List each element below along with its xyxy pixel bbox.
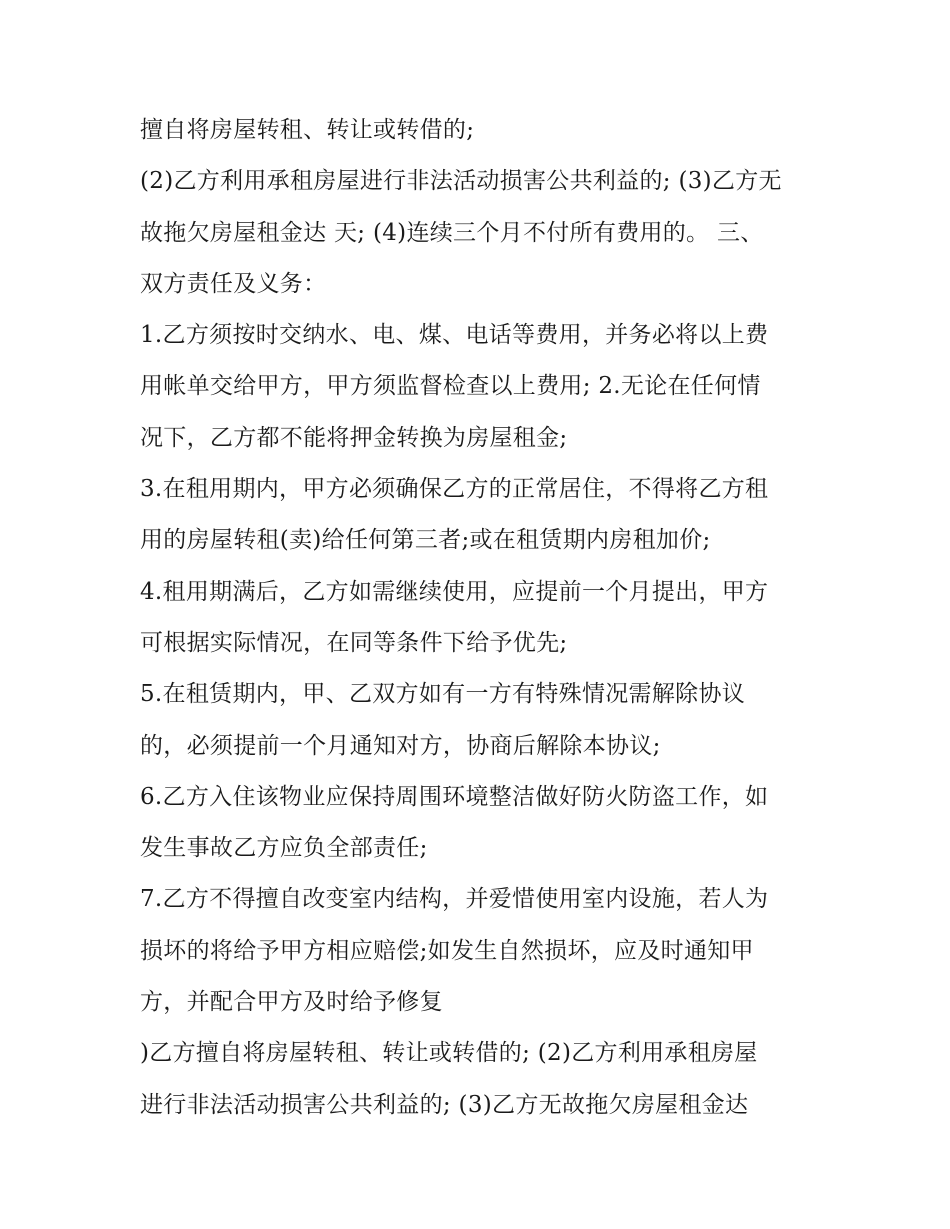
text-line: 4.租用期满后，乙方如需继续使用，应提前一个月提出，甲方	[140, 578, 769, 605]
text-line: 6.乙方入住该物业应保持周围环境整洁做好防火防盗工作，如	[140, 783, 769, 810]
text-line: 方，并配合甲方及时给予修复	[140, 989, 443, 1016]
text-line: 5.在租赁期内，甲、乙双方如有一方有特殊情况需解除协议	[140, 681, 746, 708]
text-line: 进行非法活动损害公共利益的; (3)乙方无故拖欠房屋租金达	[140, 1091, 749, 1118]
text-line: 损坏的将给予甲方相应赔偿;如发生自然损坏，应及时通知甲	[140, 937, 754, 964]
text-line: 用的房屋转租(卖)给任何第三者;或在租赁期内房租加价;	[140, 527, 711, 554]
text-line: 的，必须提前一个月通知对方，协商后解除本协议;	[140, 732, 661, 759]
text-line: (2)乙方利用承租房屋进行非法活动损害公共利益的; (3)乙方无	[140, 168, 782, 195]
text-line: 况下，乙方都不能将押金转换为房屋租金;	[140, 424, 568, 451]
text-line: 可根据实际情况，在同等条件下给予优先;	[140, 629, 568, 656]
text-line: 3.在租用期内，甲方必须确保乙方的正常居住，不得将乙方租	[140, 476, 769, 503]
text-line: 故拖欠房屋租金达 天; (4)连续三个月不付所有费用的。 三、	[140, 219, 764, 246]
text-line: 擅自将房屋转租、转让或转借的;	[140, 117, 475, 143]
text-line: 发生事故乙方应负全部责任;	[140, 835, 428, 862]
text-line: 7.乙方不得擅自改变室内结构，并爱惜使用室内设施，若人为	[140, 886, 769, 913]
document-body	[140, 105, 820, 1131]
text-line: )乙方擅自将房屋转租、转让或转借的; (2)乙方利用承租房屋	[140, 1040, 758, 1067]
text-line: 用帐单交给甲方，甲方须监督检查以上费用; 2.无论在任何情	[140, 373, 761, 400]
section-heading: 双方责任及义务：	[140, 270, 327, 297]
text-line: 1.乙方须按时交纳水、电、煤、电话等费用，并务必将以上费	[140, 322, 769, 349]
